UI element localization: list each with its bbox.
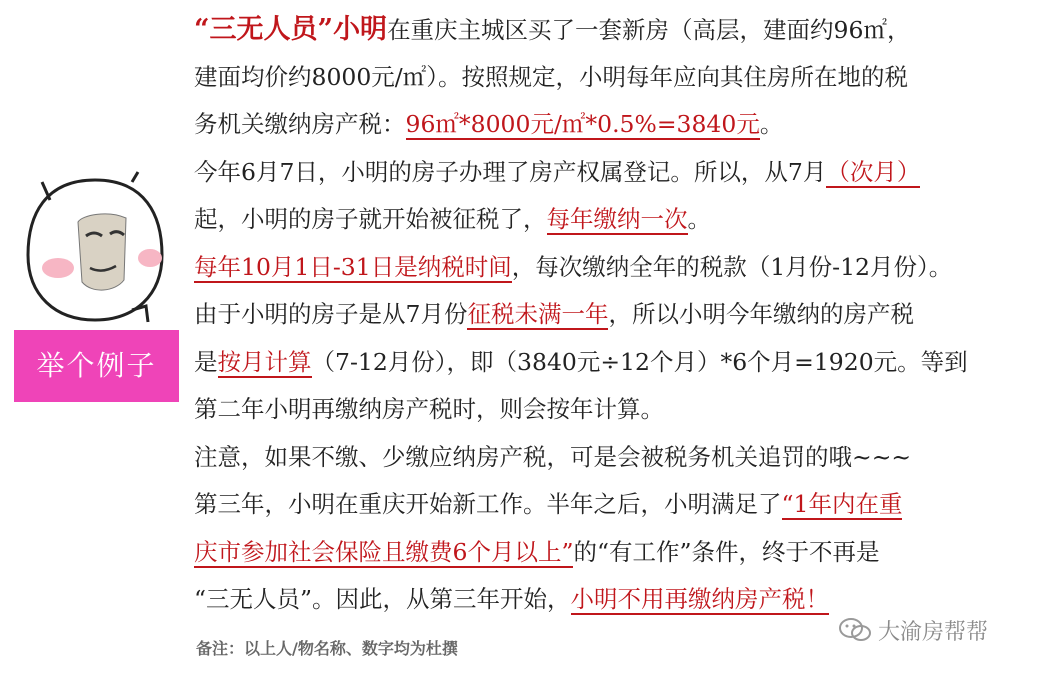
highlight-text: 按月计算 [217, 347, 312, 376]
watermark [838, 610, 988, 650]
highlight-text: “1年内在重 [781, 490, 903, 518]
highlight-text: 庆市参加社会保险且缴费6个月以上” [194, 537, 574, 566]
text-line: 建面均价约8000元/㎡）。按照规定，小明每年应向其住房所在地的税 [194, 62, 908, 91]
text-line: 第二年小明再缴纳房产税时，则会按年计算。 [194, 395, 664, 423]
text-line: 今年6月7日，小明的房子办理了房产权属登记。所以，从7月（次月） [194, 157, 921, 186]
highlight-text: 每年缴纳一次 [546, 205, 688, 233]
highlight-text: 征税未满一年 [467, 300, 609, 328]
text-line: 是按月计算（7-12月份），即（3840元÷12个月）*6个月=1920元。等到 [194, 347, 968, 376]
article-body [194, 0, 1024, 624]
text-line: 每年10月1日-31日是纳税时间，每次缴纳全年的税款（1月份-12月份）。 [194, 252, 953, 281]
example-tag: 举个例子 [14, 330, 179, 402]
wechat-icon [838, 616, 872, 644]
highlight-text: 96㎡*8000元/㎡*0.5%=3840元 [405, 110, 760, 138]
text-line: “三无人员”。因此，从第三年开始，小明不用再缴纳房产税！ [194, 585, 830, 613]
meme-face-illustration [20, 160, 170, 330]
text-line: “三无人员”小明在重庆主城区买了一套新房（高层，建面约96㎡， [194, 14, 911, 45]
text-line: 注意，如果不缴、少缴应纳房产税，可是会被税务机关追罚的哦~~~ [194, 442, 912, 471]
text-line: 第三年，小明在重庆开始新工作。半年之后，小明满足了“1年内在重 [194, 490, 903, 518]
text-line: 庆市参加社会保险且缴费6个月以上”的“有工作”条件，终于不再是 [194, 537, 880, 566]
footnote: 备注：以上人/物名称、数字均为杜撰 [196, 639, 458, 658]
text-line: 起，小明的房子就开始被征税了，每年缴纳一次。 [194, 205, 711, 233]
highlight-text: 小明不用再缴纳房产税！ [570, 585, 830, 613]
watermark-text: 大渝房帮帮 [878, 619, 989, 645]
text-line: 务机关缴纳房产税：96㎡*8000元/㎡*0.5%=3840元。 [194, 110, 784, 138]
highlight-text: 每年10月1日-31日是纳税时间 [194, 252, 512, 281]
highlight-text: （次月） [826, 157, 921, 186]
text-line: 由于小明的房子是从7月份征税未满一年，所以小明今年缴纳的房产税 [194, 300, 914, 328]
